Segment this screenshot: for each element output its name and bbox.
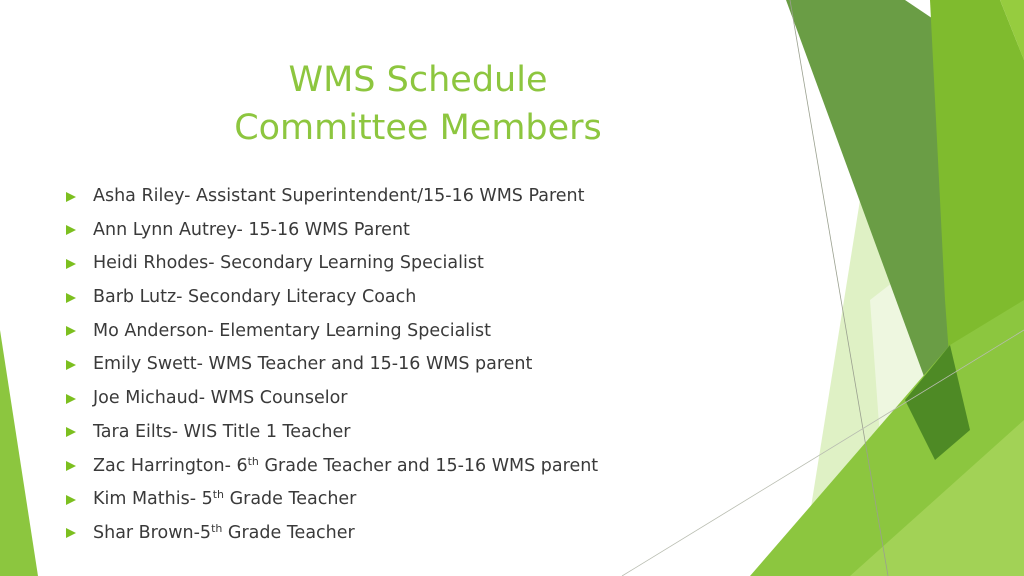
triangle-right-icon bbox=[66, 293, 76, 303]
member-text-main: Kim Mathis- 5 bbox=[93, 489, 213, 510]
member-text-main: Heidi Rhodes- Secondary Learning Specialist bbox=[93, 253, 484, 274]
triangle-right-icon bbox=[66, 225, 76, 235]
member-text bbox=[93, 382, 348, 416]
member-text-main: Zac Harrington- 6 bbox=[93, 455, 248, 476]
triangle-right-icon bbox=[66, 259, 76, 269]
member-text bbox=[93, 247, 484, 281]
member-text-main: Tara Eilts- WIS Title 1 Teacher bbox=[93, 421, 351, 442]
member-text-sup: th bbox=[247, 454, 259, 468]
member-text-rest: Grade Teacher bbox=[224, 489, 357, 510]
triangle-right-icon bbox=[66, 427, 76, 437]
triangle-right-icon bbox=[66, 461, 76, 471]
title-line-1: WMS Schedule bbox=[288, 60, 548, 100]
member-text-sup: th bbox=[212, 488, 225, 502]
triangle-right-icon bbox=[66, 495, 76, 505]
member-text-main: Barb Lutz- Secondary Literacy Coach bbox=[93, 287, 417, 308]
member-text bbox=[93, 517, 355, 551]
title-line-2: Committee Members bbox=[234, 108, 602, 148]
member-text bbox=[93, 483, 356, 517]
member-text bbox=[93, 281, 416, 315]
member-text bbox=[93, 214, 410, 248]
member-text bbox=[93, 315, 491, 349]
member-text-main: Shar Brown-5 bbox=[93, 522, 212, 543]
member-text-main: Joe Michaud- WMS Counselor bbox=[93, 388, 348, 409]
triangle-right-icon bbox=[66, 360, 76, 370]
member-text bbox=[93, 416, 350, 450]
member-text-rest: Grade Teacher bbox=[222, 522, 355, 543]
left-accent-shape bbox=[0, 330, 38, 576]
member-text bbox=[93, 348, 532, 382]
member-text-rest: Grade Teacher and 15-16 WMS parent bbox=[258, 455, 599, 476]
member-text-main: Ann Lynn Autrey- 15-16 WMS Parent bbox=[93, 219, 410, 240]
triangle-right-icon bbox=[66, 528, 76, 538]
member-text-main: Mo Anderson- Elementary Learning Specialist bbox=[93, 320, 492, 341]
triangle-right-icon bbox=[66, 192, 76, 202]
triangle-right-icon bbox=[66, 326, 76, 336]
member-text bbox=[93, 450, 598, 484]
member-text bbox=[93, 180, 585, 214]
page-title bbox=[168, 56, 668, 152]
member-text-main: Emily Swett- WMS Teacher and 15-16 WMS parent bbox=[93, 354, 533, 375]
member-text-main: Asha Riley- Assistant Superintendent/15-16 WMS Parent bbox=[93, 186, 585, 206]
triangle-right-icon bbox=[66, 394, 76, 404]
member-text-sup: th bbox=[211, 521, 223, 535]
